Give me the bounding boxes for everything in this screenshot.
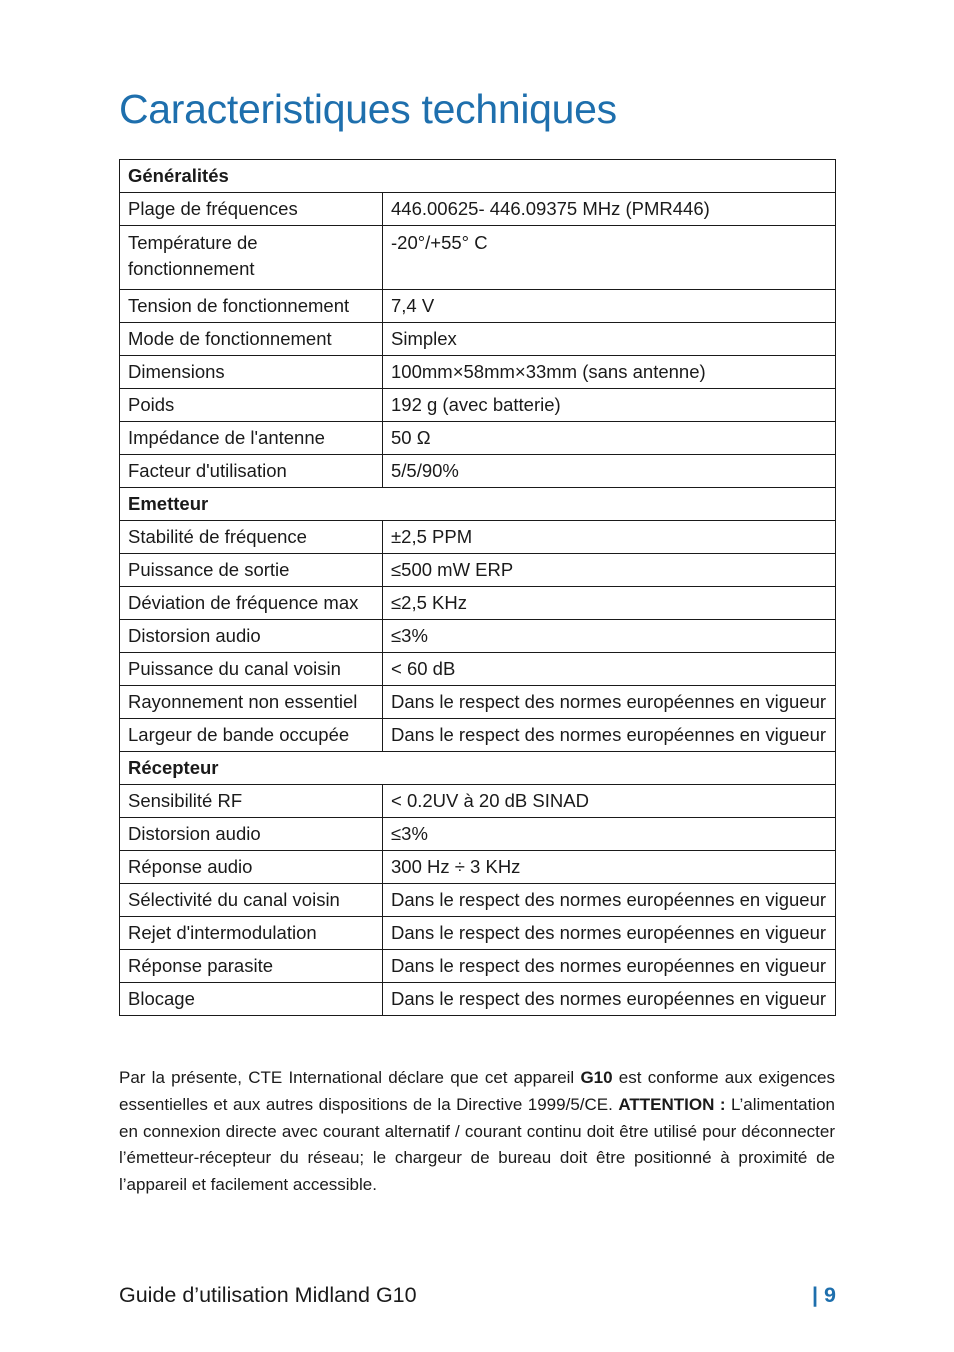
spec-value: ≤3%: [383, 818, 836, 851]
section-header-row: [120, 160, 836, 193]
spec-label: Sélectivité du canal voisin: [120, 884, 383, 917]
table-row: [120, 884, 836, 917]
footer-guide-title: Guide d’utilisation Midland G10: [119, 1283, 417, 1307]
declaration-paragraph: [119, 1065, 835, 1199]
spec-label: Plage de fréquences: [120, 193, 383, 226]
section-header-row: [120, 752, 836, 785]
spec-label: Puissance de sortie: [120, 554, 383, 587]
spec-value: 300 Hz ÷ 3 KHz: [383, 851, 836, 884]
spec-value: ≤3%: [383, 620, 836, 653]
spec-label: Rejet d'intermodulation: [120, 917, 383, 950]
spec-label: Tension de fonctionnement: [120, 290, 383, 323]
spec-value: Dans le respect des normes européennes en vigueur: [383, 917, 836, 950]
spec-label: Distorsion audio: [120, 818, 383, 851]
spec-label: Puissance du canal voisin: [120, 653, 383, 686]
spec-value: ≤2,5 KHz: [383, 587, 836, 620]
spec-label: Largeur de bande occupée: [120, 719, 383, 752]
spec-label: Stabilité de fréquence: [120, 521, 383, 554]
table-row: [120, 686, 836, 719]
section-title: Emetteur: [120, 488, 836, 521]
page-title: Caracteristiques techniques: [119, 86, 617, 132]
specifications-table-body: [120, 160, 836, 1016]
spec-value: 5/5/90%: [383, 455, 836, 488]
table-row: [120, 917, 836, 950]
spec-value: < 60 dB: [383, 653, 836, 686]
table-row: [120, 554, 836, 587]
spec-value: 50 Ω: [383, 422, 836, 455]
spec-label: Réponse parasite: [120, 950, 383, 983]
spec-label: Impédance de l'antenne: [120, 422, 383, 455]
table-row: [120, 587, 836, 620]
spec-value: ±2,5 PPM: [383, 521, 836, 554]
spec-value: ≤500 mW ERP: [383, 554, 836, 587]
spec-value: Dans le respect des normes européennes en vigueur: [383, 950, 836, 983]
spec-value: Dans le respect des normes européennes en vigueur: [383, 719, 836, 752]
spec-value: 100mm×58mm×33mm (sans antenne): [383, 356, 836, 389]
spec-label: Sensibilité RF: [120, 785, 383, 818]
spec-label: Température de fonctionnement: [120, 226, 383, 290]
spec-label: Blocage: [120, 983, 383, 1016]
attention-label: ATTENTION :: [618, 1094, 726, 1114]
spec-label: Dimensions: [120, 356, 383, 389]
spec-value: 446.00625- 446.09375 MHz (PMR446): [383, 193, 836, 226]
table-row: [120, 422, 836, 455]
table-row: [120, 719, 836, 752]
table-row: [120, 950, 836, 983]
table-row: [120, 290, 836, 323]
section-title: Généralités: [120, 160, 836, 193]
spec-label: Poids: [120, 389, 383, 422]
declaration-text-2: est conforme aux exigences essentielles et aux autres dispositions de la Directive 1999/5/CE.: [119, 1068, 835, 1114]
table-row: [120, 620, 836, 653]
spec-value: Dans le respect des normes européennes en vigueur: [383, 983, 836, 1016]
table-row: [120, 851, 836, 884]
table-row: [120, 356, 836, 389]
spec-value: < 0.2UV à 20 dB SINAD: [383, 785, 836, 818]
declaration-model: G10: [580, 1068, 613, 1087]
spec-value: -20°/+55° C: [383, 226, 836, 290]
attention-text: L’alimentation en connexion directe avec courant alternatif / courant continu doit être utilisé pour déconnecter l’émetteur-récepteur du réseau; le chargeur de bureau doit être positionné à proximité de l’appareil et facilement accessible.: [119, 1094, 835, 1195]
table-row: [120, 455, 836, 488]
declaration-text-1: Par la présente, CTE International déclare que cet appareil: [119, 1068, 581, 1087]
spec-value: 7,4 V: [383, 290, 836, 323]
section-header-row: [120, 488, 836, 521]
table-row: [120, 818, 836, 851]
table-row: [120, 521, 836, 554]
table-row: [120, 389, 836, 422]
table-row: [120, 226, 836, 290]
table-row: [120, 653, 836, 686]
spec-value: Dans le respect des normes européennes en vigueur: [383, 686, 836, 719]
spec-label: Distorsion audio: [120, 620, 383, 653]
spec-value: Dans le respect des normes européennes en vigueur: [383, 884, 836, 917]
footer-page-number: | 9: [812, 1283, 836, 1307]
spec-label: Rayonnement non essentiel: [120, 686, 383, 719]
specifications-table: [119, 159, 836, 1016]
spec-label: Facteur d'utilisation: [120, 455, 383, 488]
table-row: [120, 323, 836, 356]
spec-value: 192 g (avec batterie): [383, 389, 836, 422]
section-title: Récepteur: [120, 752, 836, 785]
table-row: [120, 785, 836, 818]
spec-value: Simplex: [383, 323, 836, 356]
spec-label: Mode de fonctionnement: [120, 323, 383, 356]
table-row: [120, 983, 836, 1016]
spec-label: Réponse audio: [120, 851, 383, 884]
spec-label: Déviation de fréquence max: [120, 587, 383, 620]
table-row: [120, 193, 836, 226]
